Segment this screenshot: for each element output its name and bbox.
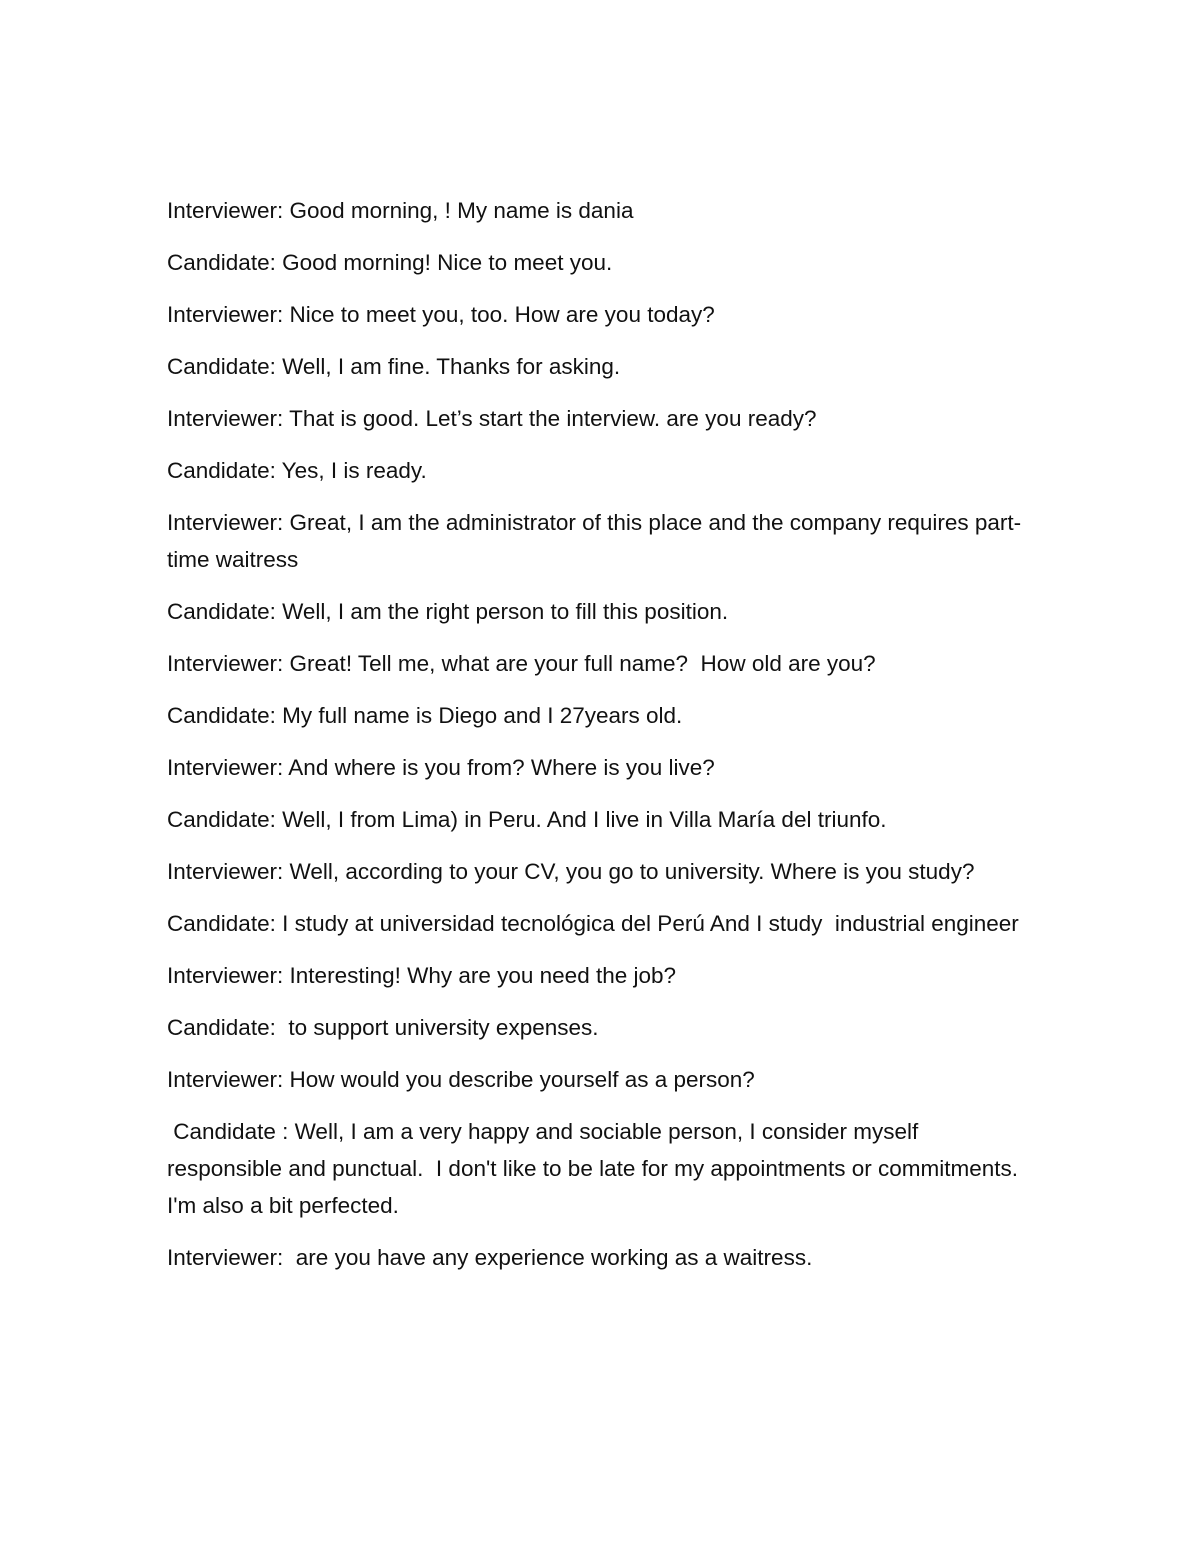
dialogue-line: Candidate: to support university expenses. [167, 1015, 599, 1040]
dialogue-line: Interviewer: are you have any experience working as a waitress. [167, 1245, 813, 1270]
dialogue-line: Candidate: Well, I from Lima) in Peru. And I live in Villa María del triunfo. [167, 807, 887, 832]
dialogue-line: Interviewer: That is good. Let’s start the interview. are you ready? [167, 406, 817, 431]
interview-dialogue [167, 192, 1031, 1291]
dialogue-line: Candidate: Well, I am the right person to fill this position. [167, 599, 729, 624]
dialogue-line: Interviewer: Great! Tell me, what are your full name? How old are you? [167, 651, 876, 676]
dialogue-line: Interviewer: Nice to meet you, too. How are you today? [167, 302, 715, 327]
dialogue-line: Candidate : Well, I am a very happy and sociable person, I consider myself responsible and punctual. I don't like to be late for my appointments or commitments. I'm also a bit perfected. [167, 1119, 1031, 1218]
dialogue-line: Interviewer: Interesting! Why are you need the job? [167, 963, 677, 988]
dialogue-line: Interviewer: Well, according to your CV, you go to university. Where is you study? [167, 859, 975, 884]
dialogue-line: Interviewer: Good morning, ! My name is dania [167, 198, 634, 223]
dialogue-line: Candidate: Yes, I is ready. [167, 458, 427, 483]
dialogue-line: Candidate: I study at universidad tecnológica del Perú And I study industrial engineer [167, 911, 1019, 936]
dialogue-line: Interviewer: Great, I am the administrator of this place and the company requires part-time waitress [167, 510, 1022, 572]
dialogue-line: Candidate: My full name is Diego and I 27years old. [167, 703, 683, 728]
dialogue-line: Candidate: Good morning! Nice to meet you. [167, 250, 613, 275]
dialogue-line: Interviewer: How would you describe yourself as a person? [167, 1067, 755, 1092]
dialogue-line: Candidate: Well, I am fine. Thanks for asking. [167, 354, 621, 379]
dialogue-line: Interviewer: And where is you from? Where is you live? [167, 755, 715, 780]
